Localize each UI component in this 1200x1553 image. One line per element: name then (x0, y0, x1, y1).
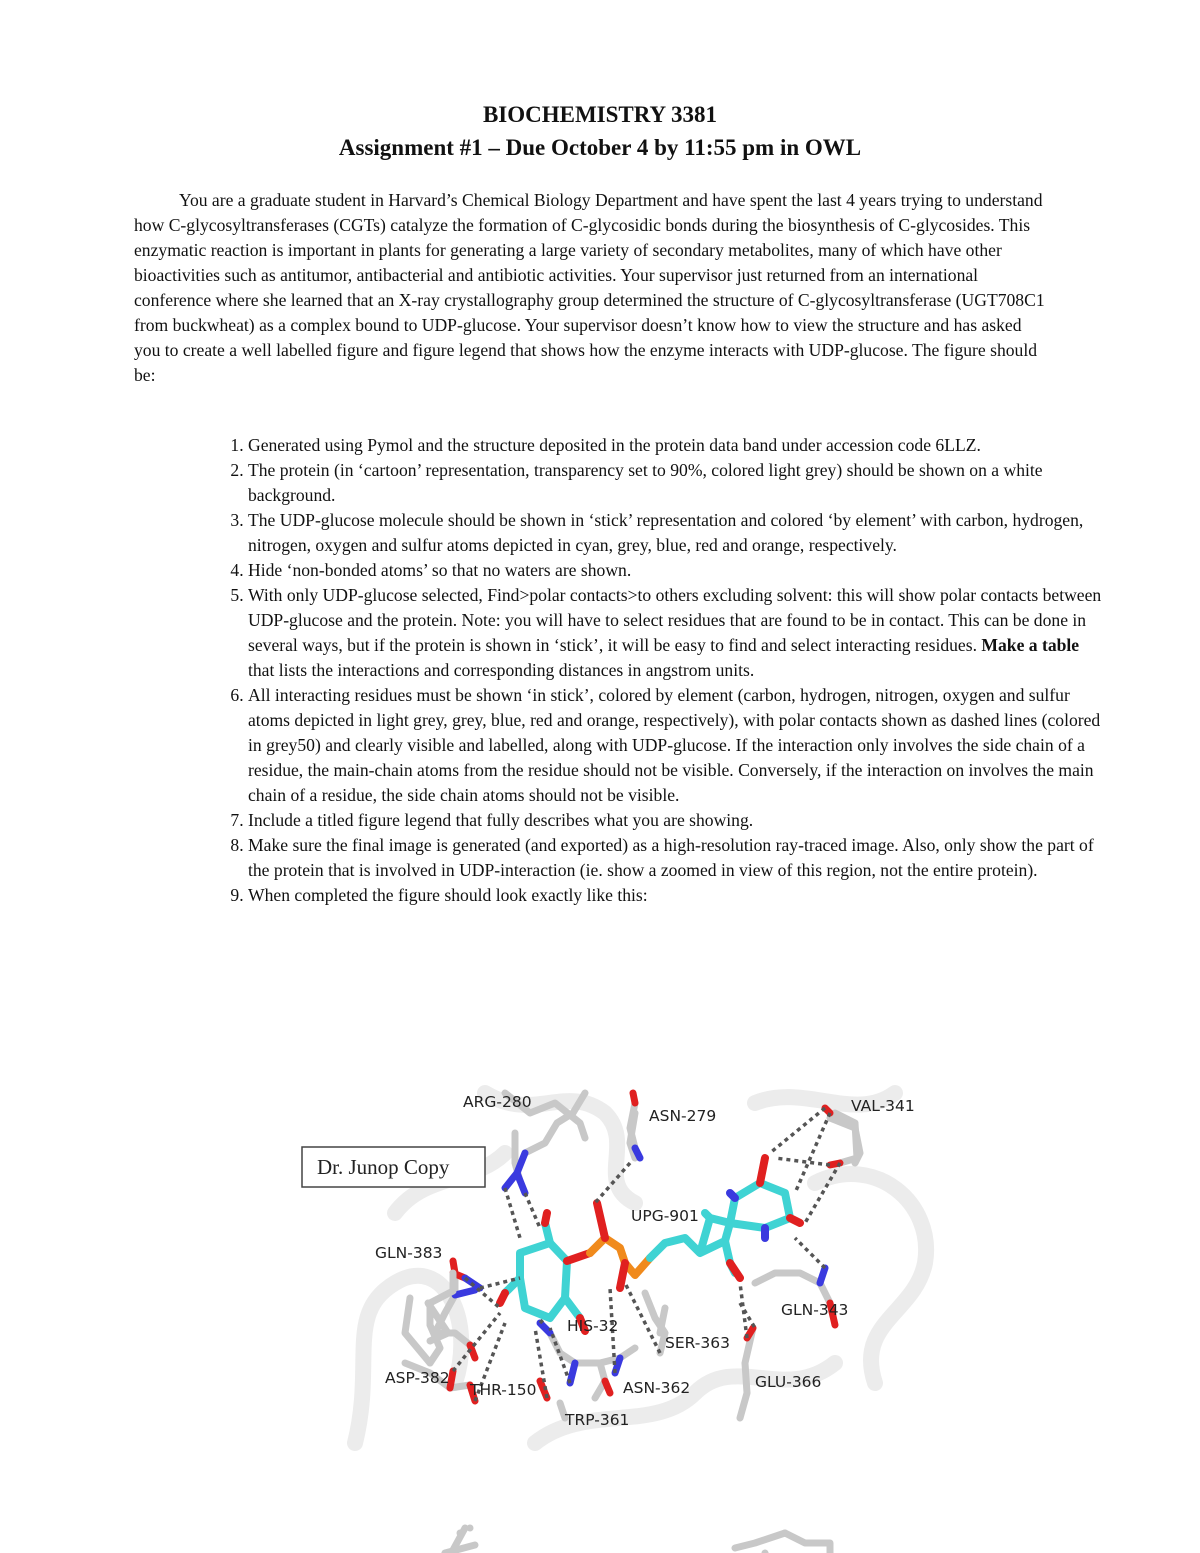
label-thr-150: THR-150 (470, 1381, 537, 1399)
task-item: 3. The UDP-glucose molecule should be shown in ‘stick’ representation and colored ‘by element’ with carbon, hydrogen, nitrogen, oxygen and sulfur atoms depicted in cyan, grey, blue, red and orange, respectively. (248, 508, 1104, 558)
label-asn-279: ASN-279 (649, 1107, 717, 1125)
task-emphasis: Make a table (981, 635, 1080, 655)
pymol-structure-image (317, 1063, 950, 1455)
task-list (200, 433, 1104, 908)
copy-stamp-label: Dr. Junop Copy (317, 1155, 450, 1179)
task-item: 9. When completed the figure should look exactly like this: (248, 883, 1104, 908)
label-ser-363: SER-363 (665, 1334, 730, 1352)
label-gln-343: GLN-343 (781, 1301, 849, 1319)
residue-sticks (405, 1093, 857, 1418)
task-item: 7. Include a titled figure legend that fully describes what you are showing. (248, 808, 1104, 833)
task-item: 8. Make sure the final image is generated (and exported) as a high-resolution ray-traced image. Also, only show the part of the protein that is involved in UDP-interaction (ie. show a zoomed in view of this region, not the entire protein). (248, 833, 1104, 883)
task-item: 4. Hide ‘non-bonded atoms’ so that no waters are shown. (248, 558, 1104, 583)
task-item: 6. All interacting residues must be shown ‘in stick’, colored by element (carbon, hydrogen, nitrogen, oxygen and sulfur atoms depicted in light grey, grey, blue, red and orange, respectively), with polar contacts shown as dashed lines (colored in grey50) and clearly visible and labelled, along with UDP-glucose. If the interaction only involves the side chain of a residue, the main-chain atoms from the residue should not be visible. Conversely, if the interaction on involves the main chain of a residue, the side chain atoms should not be visible. (248, 683, 1104, 808)
intro-paragraph: You are a graduate student in Harvard’s Chemical Biology Department and have spent the last 4 years trying to understand how C-glycosyltransferases (CGTs) catalyze the formation of C-glycosidic bonds during the biosynthesis of C-glycosides. This enzymatic reaction is important in plants for generating a large variety of secondary metabolites, many of which have other bioactivities such as antitumor, antibacterial and antibiotic activities. Your supervisor just returned from an international conference where she learned that an X-ray crystallography group determined the structure of C-glycosyltransferase (UGT708C1 from buckwheat) as a complex bound to UDP-glucose. Your supervisor doesn’t know how to view the structure and has asked you to create a well labelled figure and figure legend that shows how the enzyme interacts with UDP-glucose. The figure should be: (134, 190, 1045, 385)
label-asp-382: ASP-382 (385, 1369, 450, 1387)
task-text: With only UDP-glucose selected, Find>polar contacts>to others excluding solvent: this will show polar contacts between UDP-glucose and the protein. Note: you will have to select residues that are found to be in contact. This can be done in several ways, but if the protein is shown in ‘stick’, it will be easy to find and select interacting residues. (248, 585, 1102, 655)
label-upg-901: UPG-901 (631, 1207, 699, 1225)
task-item: 2. The protein (in ‘cartoon’ representation, transparency set to 90%, colored light grey) should be shown on a white background. (248, 458, 1104, 508)
label-arg-280: ARG-280 (463, 1093, 532, 1111)
label-gln-383: GLN-383 (375, 1244, 443, 1262)
course-title: BIOCHEMISTRY 3381 (482, 102, 718, 127)
copy-stamp (302, 1147, 485, 1187)
example-figure (317, 1063, 950, 1455)
assignment-title: Assignment #1 – Due October 4 by 11:55 pm in OWL (338, 135, 862, 160)
label-asn-362: ASN-362 (623, 1379, 691, 1397)
label-his-32: HIS-32 (567, 1317, 619, 1335)
task-text: that lists the interactions and corresponding distances in angstrom units. (248, 660, 755, 680)
task-item: 1. Generated using Pymol and the structure deposited in the protein data band under accession code 6LLZ. (248, 433, 1104, 458)
label-val-341: VAL-341 (851, 1097, 915, 1115)
task-item (248, 583, 1104, 683)
label-glu-366: GLU-366 (755, 1373, 822, 1391)
label-trp-361: TRP-361 (565, 1411, 630, 1429)
